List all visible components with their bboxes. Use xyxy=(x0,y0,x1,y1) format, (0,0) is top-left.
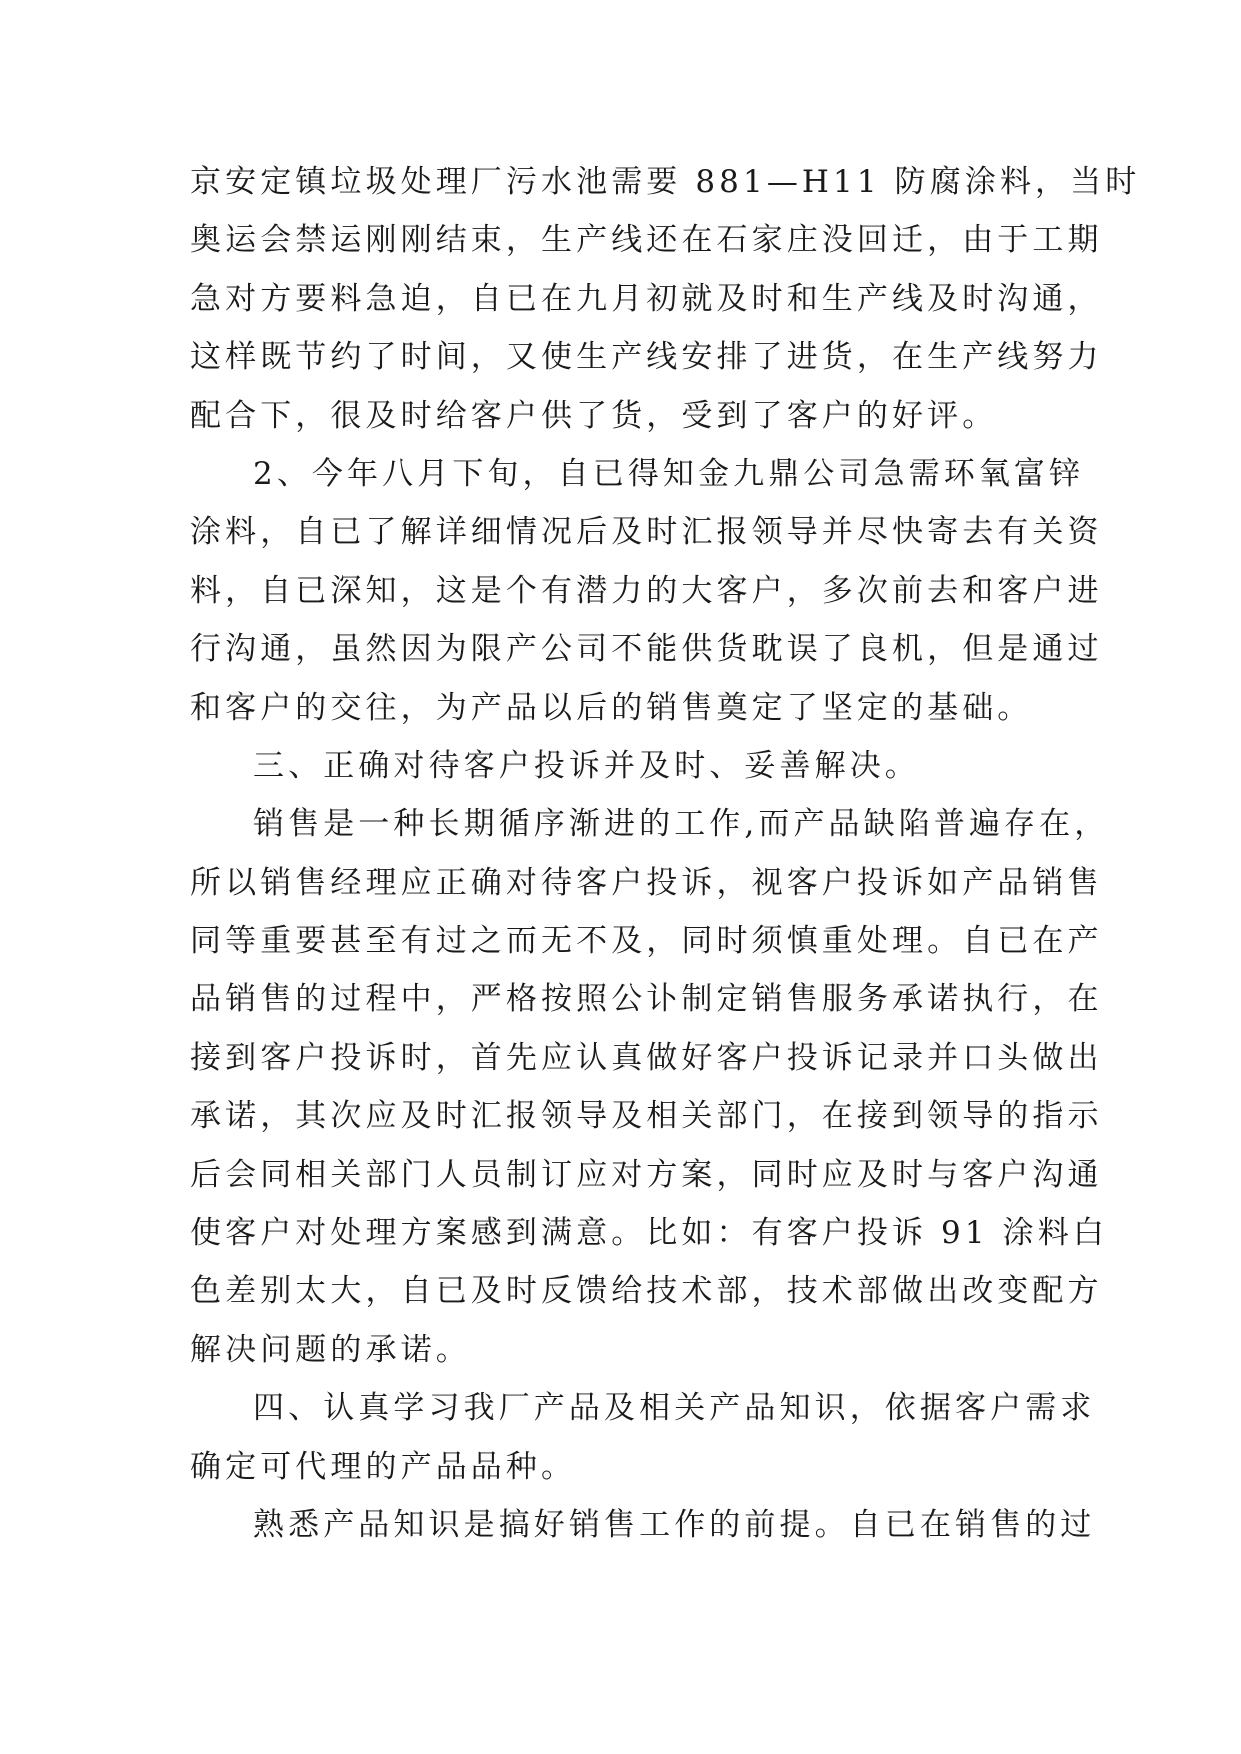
text-line: 色差别太大，自已及时反馈给技术部，技术部做出改变配方 xyxy=(190,1273,1103,1310)
paragraph-start-line: 销售是一种长期循序渐进的工作,而产品缺陷普遍存在， xyxy=(253,806,1110,843)
text-line: 行沟通，虽然因为限产公司不能供货耽误了良机，但是通过 xyxy=(190,631,1103,668)
text-line: 解决问题的承诺。 xyxy=(190,1331,471,1368)
text-line: 涂料，自已了解详细情况后及时汇报领导并尽快寄去有关资 xyxy=(190,514,1103,551)
paragraph-start-line: 2、今年八月下旬，自已得知金九鼎公司急需环氧富锌 xyxy=(253,455,1085,492)
text-line: 所以销售经理应正确对待客户投诉，视客户投诉如产品销售 xyxy=(190,864,1103,901)
text-line: 同等重要甚至有过之而无不及，同时须慎重处理。自已在产 xyxy=(190,923,1103,960)
section-heading: 三、正确对待客户投诉并及时、妥善解决。 xyxy=(253,747,920,784)
text-line: 奥运会禁运刚刚结束，生产线还在石家庄没回迁，由于工期 xyxy=(190,222,1103,259)
text-line: 确定可代理的产品品种。 xyxy=(190,1448,577,1485)
section-heading: 四、认真学习我厂产品及相关产品知识，依据客户需求 xyxy=(253,1390,1096,1427)
text-line: 使客户对处理方案感到满意。比如：有客户投诉 91 涂料白 xyxy=(190,1215,1108,1252)
text-line: 接到客户投诉时，首先应认真做好客户投诉记录并口头做出 xyxy=(190,1039,1103,1076)
text-line: 配合下，很及时给客户供了货，受到了客户的好评。 xyxy=(190,397,998,434)
text-line: 急对方要料急迫，自已在九月初就及时和生产线及时沟通， xyxy=(190,280,1103,317)
text-line: 承诺，其次应及时汇报领导及相关部门，在接到领导的指示 xyxy=(190,1098,1103,1135)
paragraph-start-line: 熟悉产品知识是搞好销售工作的前提。自已在销售的过 xyxy=(253,1506,1096,1543)
text-line: 料，自已深知，这是个有潜力的大客户，多次前去和客户进 xyxy=(190,572,1103,609)
text-line: 和客户的交往，为产品以后的销售奠定了坚定的基础。 xyxy=(190,689,1033,726)
body-text xyxy=(190,153,1141,1554)
text-line: 京安定镇垃圾处理厂污水池需要 881—H11 防腐涂料，当时 xyxy=(190,164,1141,200)
text-line: 后会同相关部门人员制订应对方案，同时应及时与客户沟通 xyxy=(190,1156,1103,1193)
text-line: 这样既节约了时间，又使生产线安排了进货，在生产线努力 xyxy=(190,339,1103,376)
text-line: 品销售的过程中，严格按照公讣制定销售服务承诺执行，在 xyxy=(190,981,1103,1018)
